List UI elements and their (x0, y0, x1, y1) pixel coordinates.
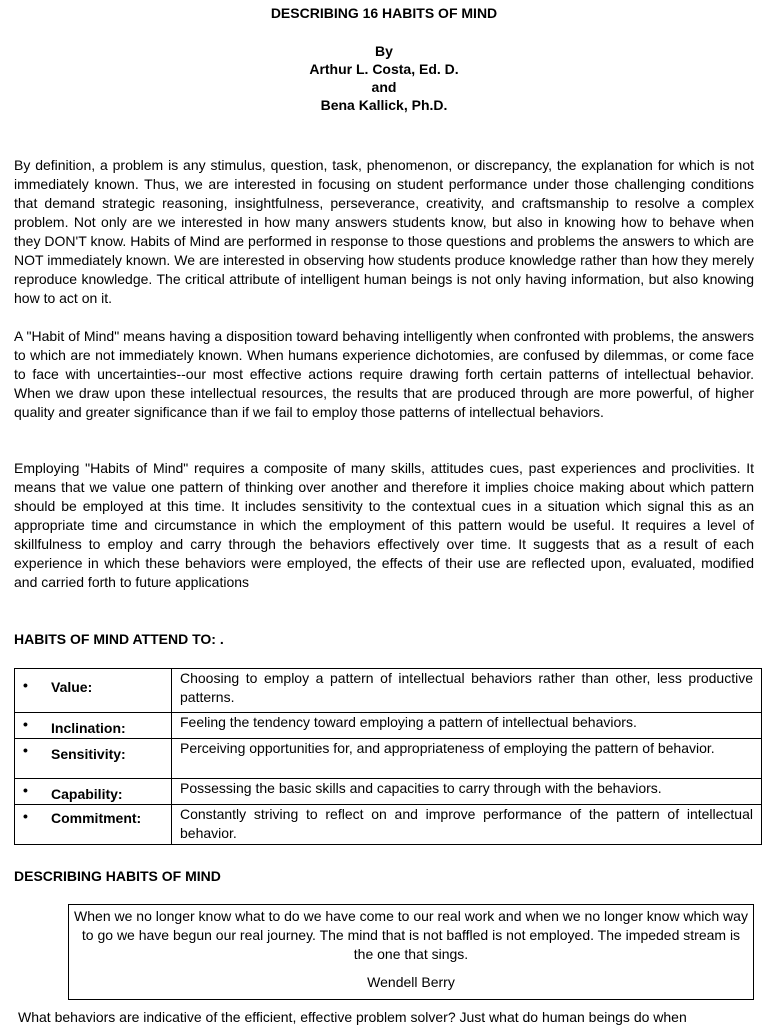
habits-table (14, 668, 762, 845)
habit-term-cell (15, 805, 172, 845)
document-title: DESCRIBING 16 HABITS OF MIND (270, 5, 498, 21)
habit-term: Capability: (51, 786, 123, 802)
habit-description: Perceiving opportunities for, and appropriateness of employing the pattern of behavior. (172, 739, 762, 779)
table-row (15, 805, 762, 845)
table-row (15, 779, 762, 805)
table-row (15, 669, 762, 713)
quote-author: Wendell Berry (367, 974, 455, 990)
habit-term: Sensitivity: (51, 746, 126, 762)
author-name-2: Bena Kallick, Ph.D. (320, 97, 448, 113)
habit-term-cell (15, 669, 172, 713)
habit-description: Choosing to employ a pattern of intellectual behaviors rather than other, less productive patterns. (172, 669, 762, 713)
habit-term: Value: (51, 679, 93, 695)
paragraph-employing-habits: Employing "Habits of Mind" requires a composite of many skills, attitudes cues, past experiences and proclivities. It means that we value one pattern of thinking over another and therefore it implies choice making about which pattern should be employed at this time. It includes sensitivity to the contextual cues in a situation which signal this as an appropriate time and circumstance in which the employment of this pattern would be useful. It requires a level of skillfulness to employ and carry through the behaviors effectively over time. It suggests that as a result of each experience in which these behaviors were employed, the effects of their use are reflected upon, evaluated, modified and carried forth to future applications (14, 460, 754, 590)
quote-box (68, 904, 754, 1000)
habit-term: Commitment: (51, 810, 142, 826)
bullet-icon: • (23, 808, 28, 824)
habit-description: Feeling the tendency toward employing a pattern of intellectual behaviors. (172, 713, 762, 739)
attend-to-heading: HABITS OF MIND ATTEND TO: . (14, 631, 224, 647)
habit-term-cell (15, 739, 172, 779)
table-row (15, 713, 762, 739)
table-row (15, 739, 762, 779)
bullet-icon: • (23, 742, 28, 758)
describing-heading: DESCRIBING HABITS OF MIND (14, 868, 221, 884)
habit-description: Constantly striving to reflect on and improve performance of the pattern of intellectual behavior. (172, 805, 762, 845)
habit-term-cell (15, 779, 172, 805)
closing-line: What behaviors are indicative of the efficient, effective problem solver? Just what do human beings do when (18, 1009, 687, 1025)
bullet-icon: • (23, 716, 28, 732)
by-line: By (375, 43, 393, 59)
bullet-icon: • (23, 677, 28, 693)
and-line: and (371, 79, 397, 95)
quote-text: When we no longer know what to do we have come to our real work and when we no longer know which way to go we have begun our real journey. The mind that is not baffled is not employed. The impeded stream is the one that sings. (74, 908, 748, 962)
bullet-icon: • (23, 782, 28, 798)
paragraph-definition: By definition, a problem is any stimulus, question, task, phenomenon, or discrepancy, the explanation for which is not immediately known. Thus, we are interested in focusing on student performance under those challenging conditions that demand strategic reasoning, insightfulness, perseverance, creativity, and craftsmanship to resolve a complex problem. Not only are we interested in how many answers students know, but also in knowing how to behave when they DON'T know. Habits of Mind are performed in response to those questions and problems the answers to which are NOT immediately known. We are interested in observing how students produce knowledge rather than how they merely reproduce knowledge. The critical attribute of intelligent human beings is not only having information, but also knowing how to act on it. (14, 157, 754, 306)
habit-term-cell (15, 713, 172, 739)
author-name-1: Arthur L. Costa, Ed. D. (309, 61, 459, 77)
author-block (0, 42, 768, 114)
habit-description: Possessing the basic skills and capacities to carry through with the behaviors. (172, 779, 762, 805)
paragraph-habit-of-mind: A "Habit of Mind" means having a disposition toward behaving intelligently when confronted with problems, the answers to which are not immediately known. When humans experience dichotomies, are confused by dilemmas, or come face to face with uncertainties--our most effective actions require drawing forth certain patterns of intellectual behavior. When we draw upon these intellectual resources, the results that are produced through are more powerful, of higher quality and greater significance than if we fail to employ those patterns of intellectual behaviors. (14, 328, 754, 420)
habit-term: Inclination: (51, 720, 126, 736)
